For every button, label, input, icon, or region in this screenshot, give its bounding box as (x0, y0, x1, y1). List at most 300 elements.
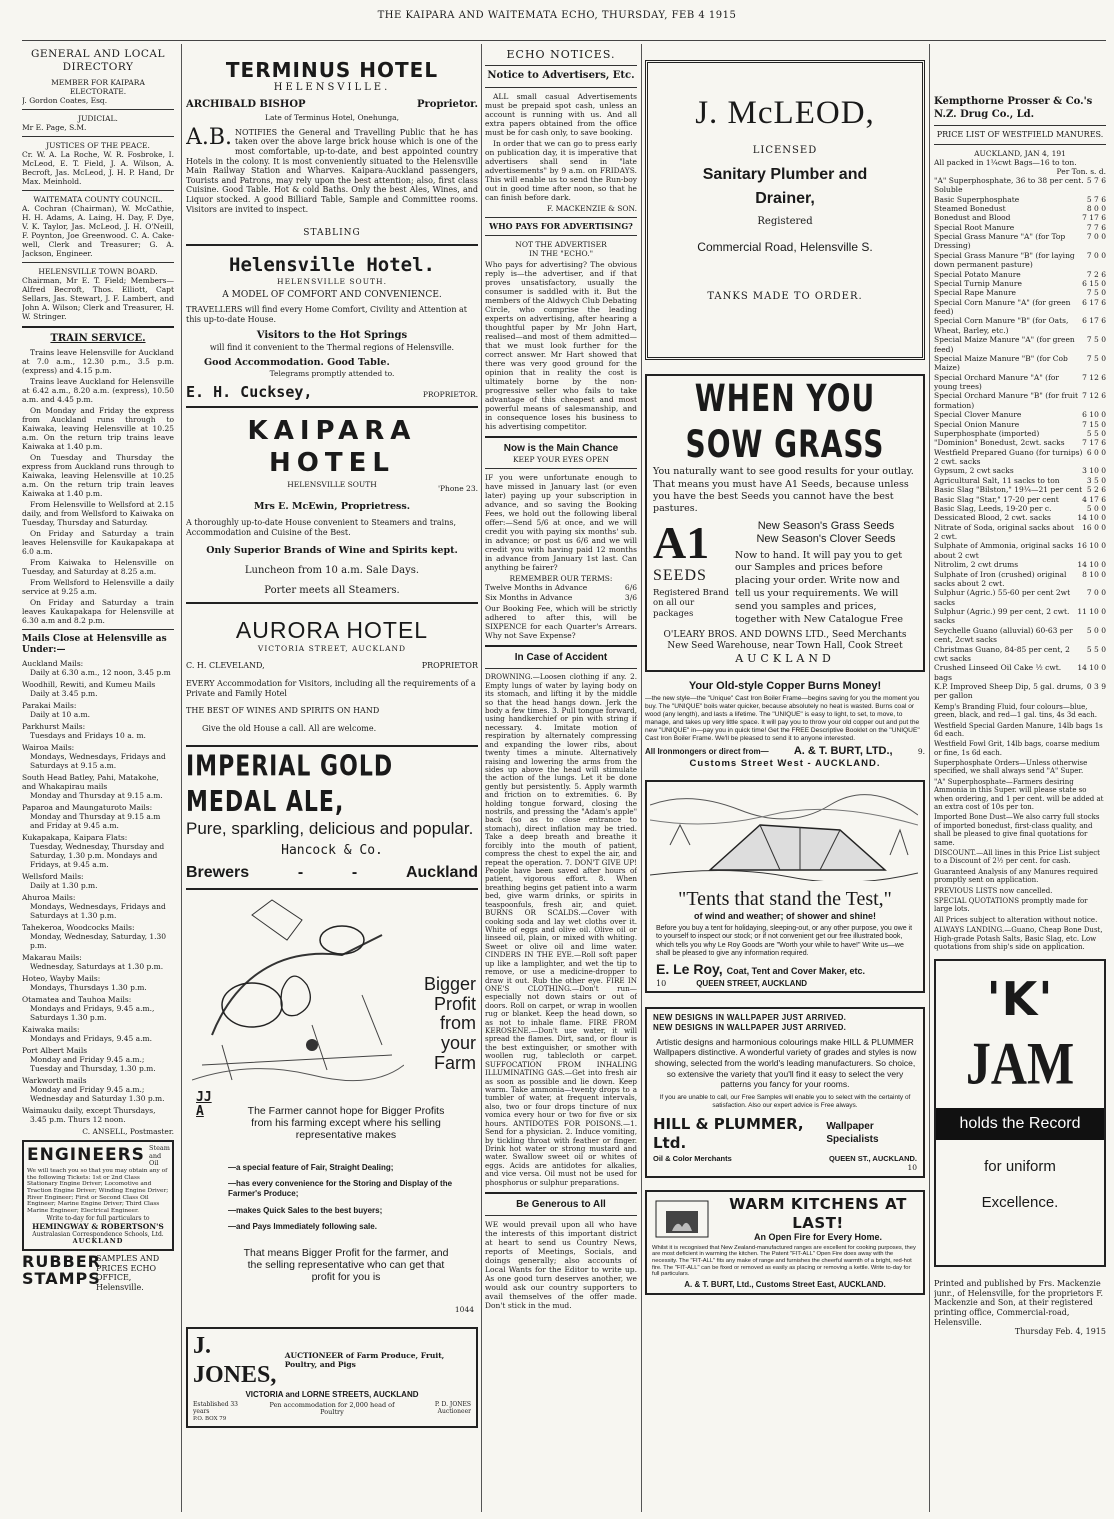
mail-text: Mondays, Thursdays 1.30 p.m. (30, 982, 147, 992)
price-value: 14 10 0 (1077, 513, 1106, 523)
kitchens-row (652, 1195, 918, 1243)
mail-heading: Kukapakapa, Kaipara Flats: (22, 832, 128, 842)
wallpaper-ref: 10 (907, 1163, 917, 1173)
mcleod-ad (645, 60, 925, 360)
price-row (934, 232, 1106, 251)
directory-section-heading: JUSTICES OF THE PEACE. (46, 140, 150, 150)
tents-address-row (650, 979, 920, 989)
kitchens-body: Whilst it is recognised that New Zealand-manufactured ranges are excellent for cooking purposes, they are most deficient in warming the kitchen. The Patent "FIT-ALL" Open Fire does away with the necessity. The "FIT-ALL" fits any make of range and furnishes the cheerful warmth of a bright, red-hot fire. The "FIT-ALL" can be fixed or removed as easily as placing or removing a kettle. Write to-day for full particulars. (652, 1244, 916, 1278)
column-divider (929, 44, 930, 1512)
kaipara-town: HELENSVILLE SOUTH (287, 479, 377, 489)
mail-item (22, 953, 174, 971)
generous-title: Be Generous to All (516, 1199, 606, 1211)
terminus-role: Proprietor. (416, 98, 478, 110)
helensville-telegrams: Telegrams promptly attended to. (269, 368, 395, 378)
price-name: Special Clover Manure (934, 410, 1022, 420)
price-name: Special Potato Manure (934, 269, 1021, 279)
tents-firm-row (650, 961, 920, 978)
mail-heading: Wairoa Mails: (22, 742, 75, 752)
price-value: 5 5 0 (1086, 428, 1106, 438)
booking-body: Our Booking Fee, which will be strictly adhered to after this, will be SIXPENCE for each Quarter's Arrears. Why not Save Expense? (485, 604, 637, 641)
kempthorne-column (934, 48, 1106, 1337)
fireplace-illustration (652, 1195, 712, 1239)
divider (485, 436, 637, 438)
tents-sub: of wind and weather; of shower and shine! (693, 910, 876, 921)
helensville-role: PROPRIETOR. (422, 389, 478, 399)
terms-price: 6/6 (624, 583, 637, 593)
seeds-new-clover: New Season's Clover Seeds (756, 533, 896, 546)
mail-text: Monday and Thursday at 9.15 a.m and Friday at 9.45 a.m. (30, 811, 161, 830)
mail-item (22, 722, 174, 740)
notice-item: In order that we can go to press early on publication day, it is imperative that advertisers shall send in "late advertisements" by 9 a.m. on FRIDAYS. This will enable us to send the Run-boy out in good time after noon, so that he can finish before dark. (485, 138, 637, 202)
mail-item (22, 1076, 174, 1103)
ale-footer: Brewers - - Auckland (186, 864, 478, 882)
price-value: 6 15 0 (1082, 278, 1106, 288)
price-name: Basic Slag, Leeds, 19-20 per c. (934, 503, 1052, 513)
price-value: 6 17 6 (1082, 316, 1106, 326)
mcleod-name: J. McLEOD, (695, 95, 875, 131)
divider (485, 217, 637, 218)
mail-heading: Wellsford Mails: (22, 871, 84, 881)
mail-heading: Warkworth mails (22, 1075, 87, 1085)
jones-name: J. JONES, (193, 1332, 277, 1389)
price-value: 16 0 0 (1082, 522, 1106, 532)
price-value: 7 7 6 (1086, 222, 1106, 232)
price-row (934, 504, 1106, 513)
price-row (934, 354, 1106, 373)
price-row (934, 523, 1106, 542)
price-name: Seychelle Guano (alluvial) 60-63 per cent, 2cwt sacks (934, 625, 1073, 645)
helensville-accom: Good Accommodation. Good Table. (204, 357, 390, 369)
jones-address: VICTORIA and LORNE STREETS, AUCKLAND (245, 1390, 419, 1400)
price-name: Crushed Linseed Oil Cake ½ cwt. bags (934, 663, 1062, 682)
mcleod-licensed: LICENSED (752, 145, 818, 157)
terms-title: REMEMBER OUR TERMS: (509, 574, 613, 584)
kitchens-ad (645, 1190, 925, 1295)
wallpaper-firm-row (653, 1115, 917, 1152)
directory-sections (22, 78, 174, 321)
price-name: Bonedust and Blood (934, 213, 1011, 223)
price-row (934, 429, 1106, 438)
directory-section-text: Mr E. Page, S.M. (22, 122, 87, 132)
mail-heading: Woodhill, Rewiti, and Kumeu Mails (22, 679, 156, 689)
wallpaper-footer (653, 1154, 917, 1163)
price-value: 14 10 0 (1077, 560, 1106, 570)
price-row (934, 298, 1106, 317)
mail-text: Mondays and Fridays, 9.45 a.m. (30, 1033, 153, 1043)
price-name: Special Grass Manure "A" (for Top Dressing) (934, 232, 1066, 251)
price-row (934, 645, 1106, 664)
mail-text: Daily at 10 a.m. (30, 709, 91, 719)
price-value: 7 17 6 (1082, 438, 1106, 448)
price-name: Sulphur (Agric.) 55-60 per cent 2wt sacks (934, 588, 1071, 607)
price-value: 7 0 0 (1086, 588, 1106, 598)
jam-line3: Excellence. (981, 1194, 1059, 1212)
seeds-body-row (653, 516, 917, 627)
mail-heading: Waimauku daily, except Thursdays, (22, 1105, 156, 1115)
mail-text: Monday and Thursday at 9.15 a.m. (30, 790, 163, 800)
jones-box-no: P.O. BOX 79 (193, 1416, 227, 1423)
price-row (934, 176, 1106, 195)
kemp-note: "A" Superphosphate—Farmers desiring Ammonia in this Super. will please state so when ordering, and 1 per cent. will be added at an extra cost of 10s per ton. (934, 777, 1104, 812)
aurora-street: VICTORIA STREET, AUCKLAND (257, 644, 407, 654)
imprint-date: Thursday Feb. 4, 1915 (1014, 1327, 1106, 1337)
engineers-title: ENGINEERS (27, 1144, 145, 1165)
jones-footer (193, 1402, 471, 1416)
seeds-body: Now to hand. It will pay you to get our Samples and prices before placing your order. Write now and tell us your requirements. We will send you samples and prices, together with New Catalogue Free (735, 549, 903, 625)
kemp-note: Kemp's Branding Fluid, four colours—blue, green, black, and red—1 gal. tins, 4s 3d each. (934, 702, 1097, 720)
price-value: 7 5 0 (1086, 288, 1106, 298)
kemp-title: Kempthorne Prosser & Co.'s N.Z. Drug Co., Ld. (934, 96, 1093, 120)
copper-body: —the new style—the "Unique" Cast Iron Boiler Frame—begins saving for you the moment you buy. The "UNIQUE" boils water quicker, because absolutely no heat is wasted. Burns coal or wood (any length), and lasts a lifetime. The "UNIQUE" is easy to light, to set, to move, to manage, and takes up very little space. It will pay you to throw your old copper out and put the new "UNIQUE" in—pay you in quick time! Get the FREE Descriptive Booklet on the "UNIQUE" Cast Iron Boiler Frame. We'll be pleased to send it to anyone interested. (645, 695, 920, 742)
train-service-list (22, 348, 174, 625)
seeds-intro: You naturally want to see good results for your outlay. That means you must have A1 Seeds, because unless you have the best Seeds you cannot have the best pastures. (653, 466, 914, 515)
hotels-column (186, 48, 478, 1428)
tents-trade: Coat, Tent and Cover Maker, etc. (726, 966, 866, 977)
chance-sub: KEEP YOUR EYES OPEN (512, 455, 610, 465)
price-name: Special Maize Manure "A" (for green feed) (934, 335, 1075, 354)
jam-line2: for uniform (984, 1157, 1056, 1175)
directory-section-heading: HELENSVILLE TOWN BOARD. (38, 266, 158, 276)
aurora-owner-row (186, 661, 478, 671)
train-item: On Friday and Saturday a train leaves Kaukapakapa for Helensville at 6.30 a.m and 8.2 p.m. (22, 597, 174, 625)
farm-point: —makes Quick Sales to the best buyers; (228, 1205, 383, 1215)
train-item: From Kaiwaka to Helensville on Tuesday, and Saturday at 8.25 a.m. (22, 557, 174, 576)
price-row (934, 448, 1106, 467)
price-value: 7 17 6 (1082, 213, 1106, 223)
engineers-city: AUCKLAND (72, 1237, 124, 1246)
divider (22, 326, 174, 328)
price-name: Special Maize Manure "B" (for Cob Maize) (934, 353, 1068, 373)
notice-sign: F. MACKENZIE & SON. (546, 203, 637, 213)
jam-k: 'K' (986, 972, 1054, 1027)
seeds-registered: Registered Brand on all our packages (653, 588, 729, 619)
mail-item (22, 872, 174, 890)
wallpaper-h1: NEW DESIGNS IN WALLPAPER JUST ARRIVED. (653, 1013, 847, 1023)
train-service-title: TRAIN SERVICE. (50, 332, 146, 344)
price-name: Special Orchard Manure "A" (for young trees) (934, 372, 1059, 391)
farm-illustration (192, 895, 404, 1085)
helensville-title: Helensville Hotel. (229, 254, 435, 277)
mail-text: Daily at 3.45 p.m. (30, 688, 98, 698)
kaipara-porter: Porter meets all Steamers. (264, 585, 400, 597)
wallpaper-small: If you are unable to call, our Free Samples will enable you to select with the certainty of satisfaction. Also our expert advice is Free always. (659, 1093, 911, 1109)
ale-brewers: Brewers (186, 864, 250, 882)
kaipara-owner: Mrs E. McEwin, Proprietress. (253, 500, 411, 512)
divider (22, 629, 174, 630)
mail-item (22, 743, 174, 770)
kemp-note: PREVIOUS LISTS now cancelled. (934, 886, 1053, 895)
train-item: On Friday and Saturday a train leaves Helensville for Kaukapakapa at 6.0 a.m. (22, 528, 174, 556)
price-value: 5 0 0 (1086, 503, 1106, 513)
price-value: 0 3 9 (1086, 682, 1106, 691)
kemp-per: Per Ton. s. d. (1056, 166, 1106, 176)
mails-list (22, 659, 174, 1124)
seeds-ad (645, 374, 925, 672)
kemp-note: Guaranteed Analysis of any Manures required promptly sent on application. (934, 867, 1098, 885)
price-row (934, 373, 1106, 392)
kemp-price-list (934, 176, 1106, 701)
directory-section-text: Chairman, Mr E. T. Field; Members—Alfred Becroft, Thos. Elliott, Capt Sellars, Jas. Stewart, J. F. Lambert, and John A. Wilson; Clerk and Treasurer, H. W. Stringer. (22, 275, 174, 321)
seeds-a1: A1 (653, 516, 710, 568)
jones-ad (186, 895, 478, 1327)
who-inecho: IN THE "ECHO." (528, 249, 594, 259)
price-value: 7 15 0 (1082, 419, 1106, 429)
chance-title: Now is the Main Chance (503, 443, 619, 455)
mail-text: 3.45 p.m. Thurs 12 noon. (30, 1114, 126, 1124)
seeds-new-grass: New Season's Grass Seeds (757, 519, 895, 532)
divider (186, 888, 478, 890)
mails-title: Mails Close at Helensville as Under:— (22, 633, 167, 655)
helensville-town: HELENSVILLE SOUTH. (277, 277, 387, 287)
price-row (934, 251, 1106, 270)
seeds-brand (653, 516, 729, 627)
price-name: Special Rape Manure (934, 288, 1016, 298)
price-row (934, 213, 1106, 222)
tent-illustration (650, 785, 918, 881)
mcleod-registered: Registered (757, 215, 813, 227)
price-row (934, 466, 1106, 475)
aurora-title: AURORA HOTEL (235, 617, 429, 644)
mail-heading: Tahekeroa, Woodcocks Mails: (22, 922, 135, 932)
kaipara-phone: 'Phone 23. (437, 483, 478, 493)
mcleod-trade: Sanitary Plumber and Drainer, (702, 166, 868, 207)
terminus-owner-row (186, 99, 478, 111)
helensville-body: TRAVELLERS will find every Home Comfort, Civility and Attention at this up-to-date House. (186, 305, 468, 324)
column-divider (481, 44, 482, 1512)
jones-pd: P. D. JONES Auctioneer (434, 1401, 471, 1415)
mail-heading: Hoteo, Wayby Mails: (22, 973, 101, 983)
mail-item (22, 833, 174, 869)
terminus-initials: A.B. (186, 124, 233, 150)
column-divider (181, 44, 182, 1512)
mail-item (22, 659, 174, 677)
engineers-side: Steam and Oil (149, 1143, 170, 1168)
divider (22, 109, 174, 110)
terms-label: Twelve Months in Advance (485, 583, 588, 593)
mail-item (22, 923, 174, 950)
divider (934, 144, 1106, 145)
divider (22, 262, 174, 263)
mail-heading: Kaiwaka mails: (22, 1024, 80, 1034)
postmaster: C. ANSELL, Postmaster. (82, 1126, 174, 1136)
who-title: WHO PAYS FOR ADVERTISING? (489, 220, 633, 231)
price-name: Nitrate of Soda, original sacks about 2 cwt. (934, 522, 1074, 541)
price-name: Special Onion Manure (934, 419, 1020, 429)
mail-heading: Makarau Mails: (22, 952, 82, 962)
mcleod-tanks: TANKS MADE TO ORDER. (707, 290, 863, 302)
wallpaper-body: Artistic designs and harmonious colourings make HILL & PLUMMER Wallpapers distinctive. A wonderful variety of grades and styles is now showing, selected from the world's leading manufacturers. So choice, so extensive the variety that you'll find it easy to select the very patterns you fancy for your rooms. (653, 1036, 917, 1090)
tents-ad (645, 780, 925, 994)
price-name: Special Root Manure (934, 222, 1015, 232)
helensville-springs: Visitors to the Hot Springs (256, 330, 408, 342)
price-value: 7 12 6 (1082, 391, 1106, 401)
price-value: 6 10 0 (1082, 410, 1106, 420)
kitchens-title: WARM KITCHENS AT LAST! (729, 1195, 907, 1232)
rubber-stamps-title: RUBBER STAMPS (22, 1252, 101, 1289)
divider (485, 645, 637, 647)
kitchens-head (718, 1195, 918, 1243)
ale-city: Auckland (405, 864, 478, 882)
kemp-note: All Prices subject to alteration without notice. (934, 915, 1098, 924)
copper-title: Your Old-style Copper Burns Money! (688, 679, 882, 692)
mail-text: Mondays, Wednesdays, Fridays and Saturdays at 9.15 a.m. (30, 751, 166, 770)
kitchens-sub: An Open Fire for Every Home. (753, 1231, 883, 1242)
price-row (934, 410, 1106, 419)
price-value: 7 12 6 (1082, 372, 1106, 382)
kaipara-wines: Only Superior Brands of Wine and Spirits kept. (206, 545, 458, 557)
price-row (934, 513, 1106, 522)
jam-line1: holds the Record (936, 1108, 1104, 1140)
generous-body: WE would prevail upon all who have the interests of this important district at heart to send us Country News, reports of Meetings, Socials, and doings generally; also accounts of Local Wants for the Editor to write up. As one good turn deserves another, we would ask our country supporters to avail themselves of the offer made. Don't stick in the mud. (485, 1220, 637, 1311)
mail-heading: Parkhurst Mails: (22, 721, 86, 731)
mcleod-address: Commercial Road, Helensville S. (697, 240, 873, 254)
terminus-owner: ARCHIBALD BISHOP (186, 98, 306, 110)
price-row (934, 541, 1106, 560)
price-name: Agricultural Salt, 11 sacks to ton (934, 475, 1060, 485)
directory-section-text: A. Cochran (Chairman), W. McCathie, H. H. Adams, A. Laing, H. Day, F. Dye, V. K. Taylor, Jas. McLeod, J. H. O'Neill, F. Poynton, Joe Greenwood. C. A. Cake-well, Clerk and Treasurer; G. A. Jackson, Engineer. (22, 203, 174, 258)
price-value: 7 5 0 (1086, 353, 1106, 363)
price-row (934, 288, 1106, 297)
mail-item (22, 803, 174, 830)
seeds-city: AUCKLAND (735, 652, 835, 666)
column-divider (641, 44, 642, 1512)
price-value: 8 10 0 (1082, 569, 1106, 579)
price-row (934, 476, 1106, 485)
kemp-list-title: PRICE LIST OF WESTFIELD MANURES. (936, 130, 1104, 139)
price-value: 16 10 0 (1077, 541, 1106, 551)
masthead: THE KAIPARA AND WAITEMATA ECHO, THURSDAY, FEB 4 1915 (377, 10, 737, 21)
price-row (934, 279, 1106, 288)
farm-points (228, 1163, 473, 1239)
kemp-note: DISCOUNT.—All lines in this Price List subject to a Discount of 2½ per cent. for cash. (934, 849, 1100, 866)
wallpaper-firm: HILL & PLUMMER, Ltd. (653, 1115, 804, 1152)
terminus-late: Late of Terminus Hotel, Onehunga, (264, 112, 400, 122)
kaipara-lunch: Luncheon from 10 a.m. Sale Days. (244, 564, 420, 576)
top-rule (22, 40, 1106, 41)
price-name: Basic Slag "Star," 17-20 per cent (934, 494, 1059, 504)
mail-item (22, 1025, 174, 1043)
mail-item (22, 1046, 174, 1073)
price-name: Special Corn Manure "B" (for Oats, Wheat, Barley, etc.) (934, 316, 1069, 335)
price-row (934, 607, 1106, 626)
mail-text: Wednesday, Saturdays at 1.30 p.m. (30, 961, 164, 971)
kaipara-body: A thoroughly up-to-date House convenient to Steamers and trains, Accommodation and Cuisine of the Best. (186, 518, 456, 537)
price-row (934, 560, 1106, 569)
jones-box (186, 1327, 478, 1428)
mail-heading: Auckland Mails: (22, 658, 84, 668)
copper-iron-row (645, 745, 925, 758)
helensville-owner-row (186, 383, 478, 401)
kemp-note: Westfield Fowl Grit, 14lb bags, coarse medium or fine, 1s 6d each. (934, 740, 1100, 757)
terms-label: Six Months in Advance (485, 592, 573, 602)
price-row (934, 420, 1106, 429)
farm-ref: 1044 (454, 1304, 474, 1314)
seeds-address: New Seed Warehouse, near Town Hall, Cook Street (667, 641, 903, 652)
mail-heading: Parakai Mails: (22, 700, 77, 710)
train-item: Trains leave Auckland for Helensville at 6.42 a.m., 8.20 a.m. (express), 10.50 a.m. and 4.45 p.m. (22, 376, 174, 404)
farm-intro: The Farmer cannot hope for Bigger Profits from his farming except where his selling representative makes (247, 1104, 445, 1141)
mail-item (22, 701, 174, 719)
aurora-owner: C. H. CLEVELAND, (186, 661, 265, 671)
kaipara-title: KAIPARA HOTEL (247, 416, 417, 478)
mail-text: Mondays and Fridays, 9.45 a.m., Saturdays 1.30 p.m. (30, 1003, 155, 1022)
price-value: 11 10 0 (1077, 607, 1106, 616)
price-name: Special Turnip Manure (934, 278, 1022, 288)
mail-heading: South Head Batley, Pahi, Matakohe, and Whakapirau mails (22, 772, 159, 791)
tents-title: "Tents that stand the Test," (678, 887, 892, 910)
price-name: Special Grass Manure "B" (for laying down permanent pasture) (934, 250, 1075, 270)
price-name: Christmas Guano, 84-85 per cent, 2 cwt sacks (934, 644, 1070, 663)
mail-text: Monday and Friday 9.45 a.m.; Tuesday and Thursday, 1.30 p.m. (30, 1054, 156, 1073)
directory-column (22, 48, 174, 1293)
kitchens-firm: A. & T. BURT, Ltd., Customs Street East, AUCKLAND. (684, 1280, 886, 1290)
price-value: 7 5 0 (1086, 335, 1106, 345)
price-name: Nitrolim, 2 cwt drums (934, 560, 1019, 570)
price-value: 8 0 0 (1086, 203, 1106, 213)
divider (186, 244, 478, 246)
price-name: Gypsum, 2 cwt sacks (934, 466, 1014, 476)
ale-sub: Pure, sparkling, delicious and popular. (186, 819, 474, 839)
wallpaper-address: QUEEN ST., AUCKLAND. (828, 1154, 917, 1164)
price-name: Steamed Bonedust (934, 203, 1006, 213)
mail-text: Monday, Wednesday, Saturday, 1.30 p.m. (30, 931, 167, 950)
price-row (934, 438, 1106, 447)
price-name: Sulphur (Agric.) 99 per cent, 2 cwt. sacks (934, 607, 1070, 626)
tents-firm: E. Le Roy, (656, 961, 723, 978)
terminus-body: NOTIFIES the General and Travelling Public that he has taken over the above large brick house which is one of the most comfortable, up-to-date, and best appointed country Hotels in the colony. It is most conveniently situated to the Helensville Main Railway Station and Wharves. Kaipara-Auckland passengers, Tourists and Patrons, may rely upon the best attention; also, first class Cuisine. Good Table. Hot & cold Baths. Only the best Ales, Wines, and Liquor stocked. A good Billiard Table, Sample and Committee rooms. Visitors are invited to inspect. (186, 127, 478, 214)
farm-monogram: JJ A (196, 1089, 212, 1120)
mail-item (22, 773, 174, 800)
price-row (934, 270, 1106, 279)
terminus-stabling: STABLING (303, 228, 361, 239)
kemp-note: Westfield Special Garden Manure, 14lb bags 1s 6d each. (934, 721, 1103, 738)
price-value: 7 2 6 (1086, 269, 1106, 279)
kaipara-town-row (186, 479, 478, 493)
price-row (934, 588, 1106, 607)
farm-headline: Bigger Profit from your Farm (423, 973, 476, 1073)
seeds-a1-label: SEEDS (653, 566, 707, 584)
price-name: Basic Superphosphate (934, 194, 1020, 204)
mail-text: Tuesdays and Fridays 10 a. m. (30, 730, 146, 740)
ale-firm: Hancock & Co. (281, 843, 383, 859)
price-row (934, 663, 1106, 682)
price-row (934, 570, 1106, 589)
mail-text: Monday and Friday 9.45 a.m.; Wednesday and Saturday 1.30 p.m. (30, 1084, 165, 1103)
price-value: 14 10 0 (1077, 663, 1106, 673)
mail-item (22, 974, 174, 992)
price-row (934, 223, 1106, 232)
price-name: Special Corn Manure "A" (for green feed) (934, 297, 1071, 316)
farm-outro: That means Bigger Profit for the farmer, and the selling representative who can get that profit for you is (243, 1246, 449, 1283)
directory-section-text: J. Gordon Coates, Esq. (22, 95, 108, 105)
jones-est: Established 33 years (193, 1401, 239, 1415)
divider (485, 1192, 637, 1194)
notice-list (485, 92, 637, 202)
engineers-firm-sub: Australasian Correspondence Schools, Ltd. (32, 1231, 164, 1239)
mail-text: Mondays, Wednesdays, Fridays and Saturdays at 1.30 p.m. (30, 901, 166, 920)
price-row (934, 195, 1106, 204)
divider (485, 235, 637, 236)
price-name: Sulphate of Ammonia, original sacks about 2 cwt (934, 541, 1074, 560)
price-value: 7 0 0 (1086, 250, 1106, 260)
terms-row (485, 593, 637, 602)
rubber-stamps-side: SAMPLES AND PRICES ECHO OFFICE, Helensville. (96, 1254, 160, 1293)
divider (485, 468, 637, 469)
accident-title: In Case of Accident (514, 652, 608, 664)
price-row (934, 204, 1106, 213)
price-name: Special Orchard Manure "B" (for fruit formation) (934, 391, 1079, 410)
